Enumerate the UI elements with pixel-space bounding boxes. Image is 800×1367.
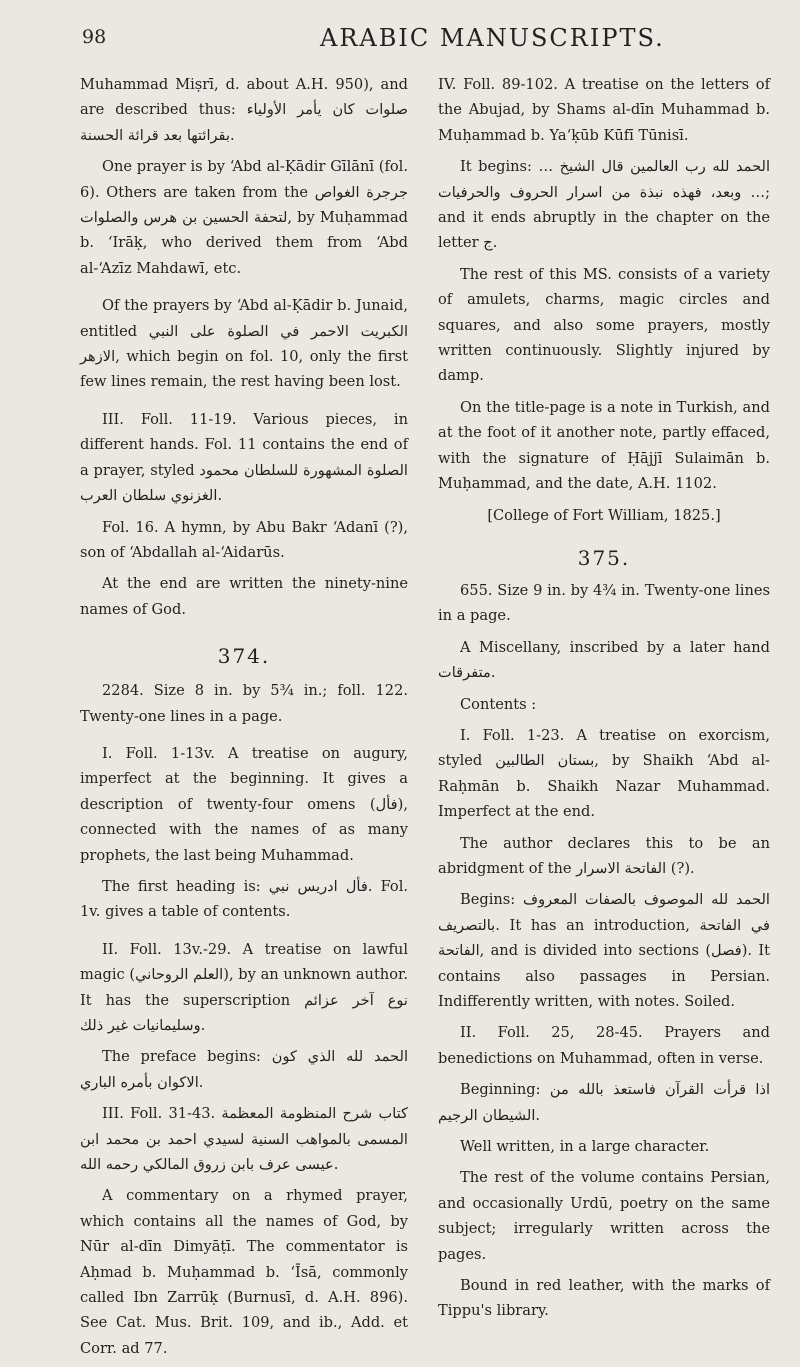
- paragraph: III. Foll. 31-43. كتاب شرح المنظومة المعظمة المسمى بالمواهب السنية لسيدي احمد بن محمد ابن عيسى عرف بابن زروق المالكي رحمه الله.: [80, 1105, 408, 1174]
- paragraph: Of the prayers by ‘Abd al-Ḳādir b. Junaid, entitled الكبريت الاحمر في الصلوة على النبي الازهر, which begin on fol. 10, only the first few lines remain, the rest having been lost.: [80, 297, 409, 391]
- paragraph: Beginning: اذا قرأت القرآن فاستعذ بالله من الشيطان الرجيم.: [438, 1081, 770, 1124]
- paragraph: The preface begins: الحمد لله الذي كون الاكوان بأمره الباري.: [80, 1048, 408, 1091]
- paragraph: Muhammad Miṣrī, d. about A.H. 950), and are described thus: صلوات كان يأمر الأولياء بقرائتها بعد قرائة الحسنة.: [80, 76, 409, 144]
- page-number: 98: [82, 26, 107, 48]
- provenance-note: [College of Fort William, 1825.]: [487, 506, 721, 524]
- paragraph: II. Foll. 25, 28-45. Prayers and benedictions on Muhammad, often in verse.: [438, 1024, 770, 1067]
- running-title: ARABIC MANUSCRIPTS.: [320, 24, 665, 52]
- paragraph: 655. Size 9 in. by 4¾ in. Twenty-one lines in a page.: [438, 581, 770, 625]
- paragraph: The author declares this to be an abridgment of the الفاتحة الاسرار (?).: [438, 834, 770, 877]
- paragraph: A commentary on a rhymed prayer, which contains all the names of God, by Nūr al-dīn Dimyāṭī. The commentator is Aḥmad b. Muḥammad b. ‘Īsā, commonly called Ibn Zarrūḳ (Burnusī, d. A.H. 896). See Cat. Mus. Brit. 109, and ib., Add. et Corr. ad 77.: [80, 1187, 408, 1357]
- paragraph: The rest of this MS. consists of a variety of amulets, charms, magic circles and squares, and also some prayers, mostly written continuously. Slightly injured by damp.: [438, 265, 770, 385]
- paragraph: At the end are written the ninety-nine names of God.: [80, 575, 408, 618]
- paragraph: Well written, in a large character.: [460, 1138, 710, 1156]
- paragraph: It begins: … الحمد لله رب العالمين قال الشيخ … وبعد، فهذه نبذة من اسرار الحروف والحرفيات; and it ends abruptly in the chapter on the letter ج.: [438, 158, 770, 252]
- paragraph: The first heading is: فأل ادريس نبي. Fol. 1v. gives a table of contents.: [80, 877, 409, 921]
- paragraph: I. Foll. 1-23. A treatise on exorcism, styled بستان الطالبين, by Shaikh ‘Abd al-Raḥmān b. Shaikh Nazar Muhammad. Imperfect at the end.: [438, 726, 770, 821]
- entry-number: 374.: [217, 644, 271, 669]
- paragraph: IV. Foll. 89-102. A treatise on the letters of the Abujad, by Shams al-dīn Muhammad b. Muḥammad b. Ya‘ḳūb Kūfī Tūnisī.: [438, 76, 770, 144]
- paragraph: A Miscellany, inscribed by a later hand متفرقات.: [438, 638, 770, 682]
- paragraph: Bound in red leather, with the marks of Tippu's library.: [438, 1277, 770, 1320]
- paragraph: 2284. Size 8 in. by 5¾ in.; foll. 122. Twenty-one lines in a page.: [80, 682, 408, 725]
- paragraph: On the title-page is a note in Turkish, and at the foot of it another note, partly effaced, with the signature of Ḥājjī Sulaimān b. Muḥammad, and the date, A.H. 1102.: [438, 398, 770, 493]
- right-column: [438, 72, 770, 1330]
- paragraph: II. Foll. 13v.-29. A treatise on lawful magic (العلم الروحاني), by an unknown author. It has the superscription نوع آخر عزائم وسليمانيات غير ذلك.: [80, 940, 409, 1034]
- paragraph: Begins: الحمد لله الموصوف بالصفات المعروف بالتصريف. It has an introduction, في الفاتحة الفاتحة, and is divided into sections (فصل). It contains also passages in Persian. Indifferently written, with notes. Soiled.: [438, 891, 770, 1010]
- paragraph: I. Foll. 1-13v. A treatise on augury, imperfect at the beginning. It gives a description of twenty-four omens (فأل), connected with the names of as many prophets, the last being Muhammad.: [80, 744, 408, 864]
- paragraph: Fol. 16. A hymn, by Abu Bakr ‘Adanī (?), son of ‘Abdallah al-‘Aidarūs.: [80, 518, 408, 561]
- paragraph: Contents :: [460, 695, 537, 713]
- paragraph: III. Foll. 11-19. Various pieces, in different hands. Fol. 11 contains the end of a prayer, styled الصلوة المشهورة للسلطان محمود الغزنوي سلطان العرب.: [80, 410, 408, 505]
- entry-number: 375.: [577, 545, 631, 570]
- paragraph: The rest of the volume contains Persian, and occasionally Urdū, poetry on the same subject; irregularly written across the pages.: [438, 1169, 770, 1263]
- page-header: [0, 22, 800, 58]
- paragraph: One prayer is by ‘Abd al-Ḳādir Gīlānī (fol. 6). Others are taken from the جرجرة الغواص لتحفة الحسين بن هرس والصلوات, by Muḥammad b. ‘Irāḳ, who derived them from ‘Abd al-‘Azīz Mahdawī, etc.: [80, 158, 408, 277]
- left-column: [80, 72, 408, 1367]
